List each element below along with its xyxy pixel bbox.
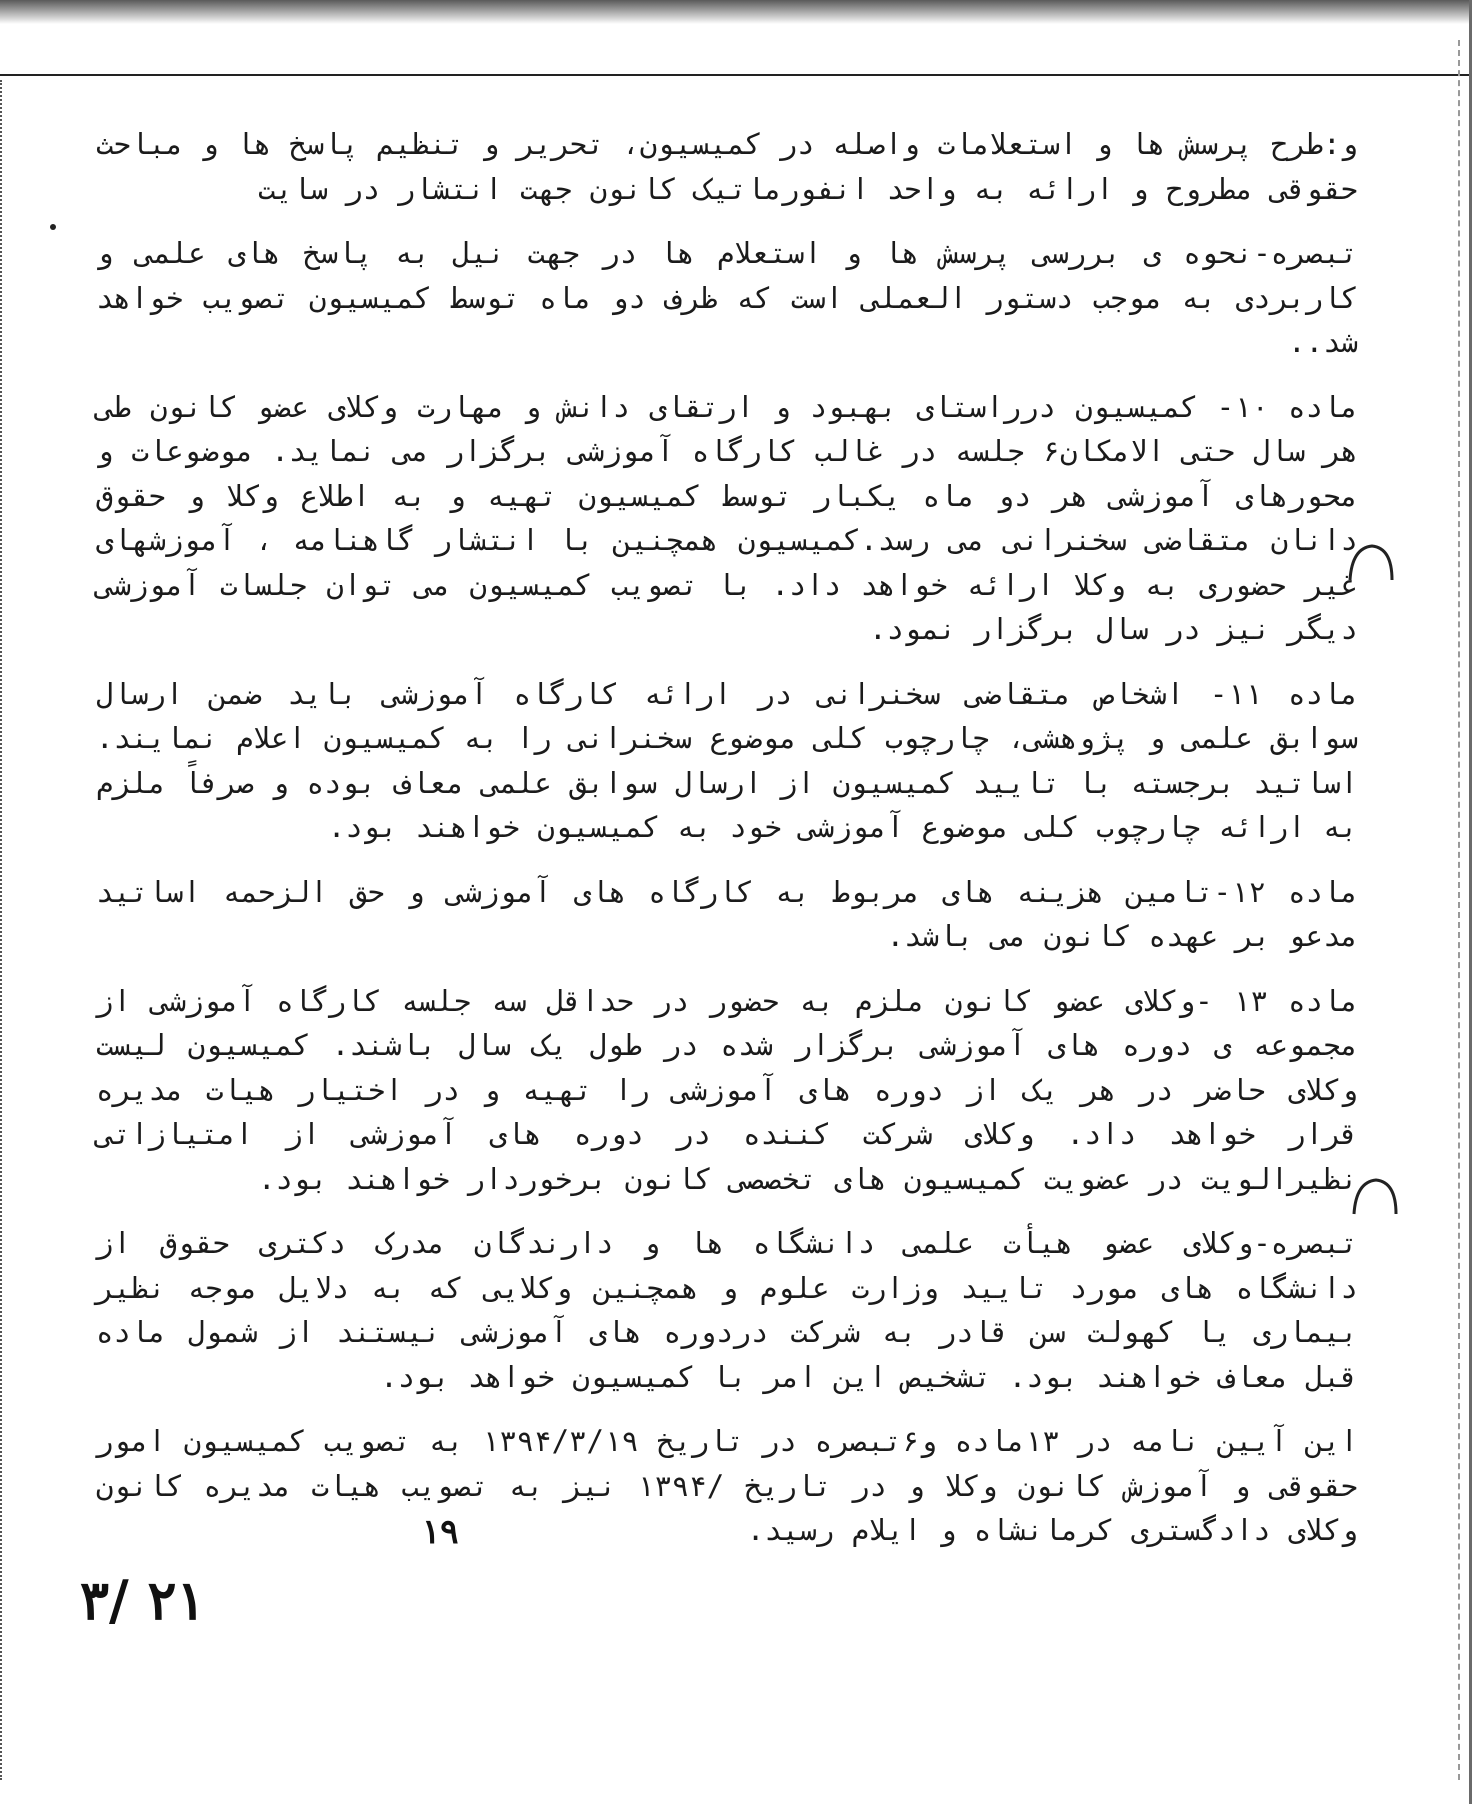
paragraph-article-13: ماده ۱۳ -وکلای عضو کانون ملزم به حضور در حداقل سه جلسه کارگاه آموزشی از مجموعه ی دوره های آموزشی برگزار شده در طول یک سال باشند. کمیسیون لیست وکلای حاضر در هر یک از دوره های آموزشی را تهیه و در اختیار هیات مدیره قرار خواهد داد. وکلای شرکت کننده در دوره های آموزشی از امتیازاتی نظیرالویت در عضویت کمیسیون های تخصصی کانون برخوردار خواهند بود. (78, 983, 1358, 1196)
paragraph-article-12: ماده ۱۲-تامین هزینه های مربوط به کارگاه های آموزشی و حق الزحمه اساتید مدعو بر عهده کانون می باشد. (78, 874, 1358, 953)
paragraph-article-10: ماده ۱۰- کمیسیون درراستای بهبود و ارتقای دانش و مهارت وکلای عضو کانون طی هر سال حتی الامکان۶ جلسه در غالب کارگاه آموزشی برگزار می نماید. موضوعات و محورهای آموزشی هر دو ماه یکبار توسط کمیسیون تهیه و به اطلاع وکلا و حقوق دانان متقاضی سخنرانی می رسد.کمیسیون همچنین با انتشار گاهنامه ، آموزشهای غیر حضوری به وکلا ارائه خواهد داد. با تصویب کمیسیون می توان جلسات آموزشی دیگر نیز در سال برگزار نمود. (78, 389, 1359, 646)
punch-hole-icon (1346, 540, 1396, 584)
paragraph-closing: این آیین نامه در ۱۳ماده و۶تبصره در تاریخ ۱۳۹۴/۳/۱۹ به تصویب کمیسیون امور حقوقی و آموزش کانون وکلا و در تاریخ /۱۳۹۴ نیز به تصویب هیات مدیره کانون وکلای دادگستری کرمانشاه و ایلام رسید. (78, 1424, 1358, 1547)
scan-right-dash (1455, 40, 1460, 1780)
scan-left-edge (0, 80, 6, 1780)
handwritten-date-note: ۳/ ۲۱ (80, 1568, 206, 1632)
scan-mark (50, 224, 56, 230)
header-rule (0, 74, 1472, 76)
punch-hole-icon (1350, 1174, 1400, 1218)
handwritten-date-day: ۱۹ (422, 1512, 459, 1552)
paragraph-article-11: ماده ۱۱- اشخاص متقاضی سخنرانی در ارائه کارگاه آموزشی باید ضمن ارسال سوابق علمی و پژوهشی، چارچوب کلی موضوع سخنرانی را به کمیسیون اعلام نمایند. اساتید برجسته با تایید کمیسیون از ارسال سوابق علمی معاف بوده و صرفاً ملزم به ارائه چارچوب کلی موضوع آموزشی خود به کمیسیون خواهند بود. (78, 676, 1358, 844)
paragraph-note-1: تبصره-نحوه ی بررسی پرسش ها و استعلام ها در جهت نیل به پاسخ های علمی و کاربردی به موجب دستور العملی است که ظرف دو ماه توسط کمیسیون تصویب خواهد شد.. (78, 236, 1358, 359)
paragraph-note-2: تبصره-وکلای عضو هیأت علمی دانشگاه ها و دارندگان مدرک دکتری حقوق از دانشگاه های مورد تایید وزارت علوم و همچنین وکلایی که به دلایل موجه نظیر بیماری یا کهولت سن قادر به شرکت دردوره های آموزشی نیستند از شمول ماده قبل معاف خواهند بود. تشخیص این امر با کمیسیون خواهد بود. (78, 1226, 1358, 1394)
scan-top-strip (0, 0, 1472, 24)
document-body (78, 122, 1359, 1573)
paragraph-item-v: و:طرح پرسش ها و استعلامات واصله در کمیسیون، تحریر و تنظیم پاسخ ها و مباحث حقوقی مطروح و ارائه به واحد انفورماتیک کانون جهت انتشار در سایت (78, 127, 1358, 206)
